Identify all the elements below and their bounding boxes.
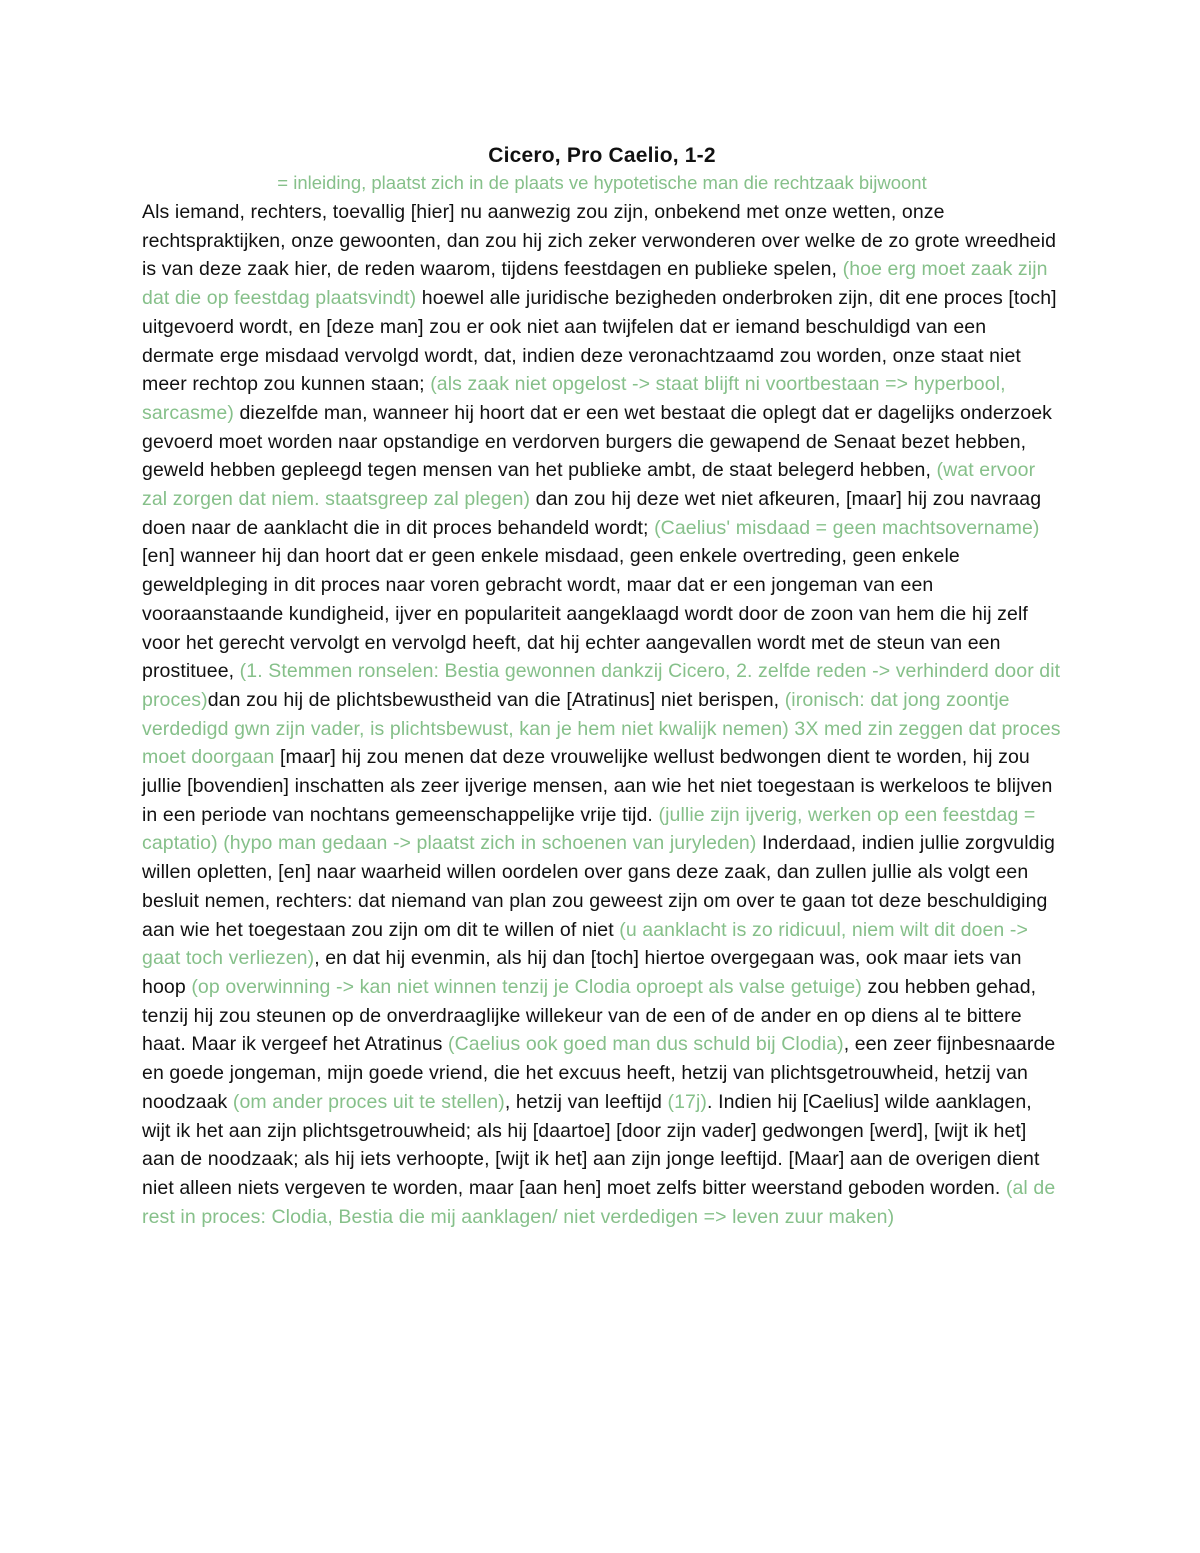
annotation-note: (ironisch: dat jong zoontje verdedigd gwn zijn vader, is plichtsbewust, kan je hem niet kwalijk nemen) 3X med zin zeggen dat proces moet doorgaan <box>142 688 1061 769</box>
translation-text: [en] wanneer hij dan hoort dat er geen enkele misdaad, geen enkele overtreding, geen enkele geweldpleging in dit proces naar voren gebracht wordt, maar dat er een jongeman van een vooraanstaande kundigheid, ijver en populariteit aangeklaagd wordt door de zoon van hem die hij zelf voor het gerecht vervolgt en vervolgd heeft, dat hij echter aangevallen wordt met de steun van een prostituee, <box>142 545 1028 683</box>
annotation-note: (wat ervoor zal zorgen dat niem. staatsgreep zal plegen) <box>142 459 1036 511</box>
translation-text: . Indien hij [Caelius] wilde aanklagen, wijt ik het aan zijn plichtsgetrouwheid; als hij [daartoe] [door zijn vader] gedwongen [werd], [wijt ik het] aan de noodzaak; als hij iets verhoopte, [wijt ik het] aan zijn jonge leeftijd. [Maar] aan de overigen dient niet alleen niets vergeven te worden, maar [aan hen] moet zelfs bitter weerstand geboden worden. <box>142 1090 1040 1199</box>
annotation-note: (hoe erg moet zaak zijn dat die op feestdag plaatsvindt) <box>142 258 1048 310</box>
annotation-note: (als zaak niet opgelost -> staat blijft ni voortbestaan => hyperbool, sarcasme) <box>142 373 1006 424</box>
annotation-note: (om ander proces uit te stellen) <box>232 1090 505 1113</box>
annotation-note: (Caelius ook goed man dus schuld bij Clodia) <box>448 1033 844 1056</box>
document-subtitle-note: = inleiding, plaatst zich in de plaats ve hypotetische man die rechtzaak bijwoont <box>277 172 927 193</box>
annotation-note: (u aanklacht is zo ridicuul, niem wilt dit doen -> gaat toch verliezen) <box>142 918 1028 970</box>
translation-text: , en dat hij evenmin, als hij dan [toch] hiertoe overgegaan was, ook maar iets van hoop <box>142 947 1022 998</box>
translation-text: , hetzij van leeftijd <box>504 1090 668 1113</box>
annotation-note: (1. Stemmen ronselen: Bestia gewonnen dankzij Cicero, 2. zelfde reden -> verhinderd door dit proces) <box>142 660 1061 711</box>
document-page <box>142 142 1062 1231</box>
translation-text: diezelfde man, wanneer hij hoort dat er een wet bestaat die oplegt dat er dagelijks onderzoek gevoerd moet worden naar opstandige en verdorven burgers die gewapend de Senaat bezet hebben, geweld hebben gepleegd tegen mensen van het publieke ambt, de staat belegerd hebben, <box>142 401 1052 482</box>
translation-text: hoewel alle juridische bezigheden onderbroken zijn, dit ene proces [toch] uitgevoerd wordt, en [deze man] zou er ook niet aan twijfelen dat er iemand beschuldigd van een dermate erge misdaad vervolgd wordt, dat, indien deze veronachtzaamd zou worden, onze staat niet meer rechtop zou kunnen staan; <box>142 287 1057 396</box>
translation-text: Inderdaad, indien jullie zorgvuldig willen opletten, [en] naar waarheid willen oordelen over gans deze zaak, dan zullen jullie als volgt een besluit nemen, rechters: dat niemand van plan zou geweest zijn om over te gaan tot deze beschuldiging aan wie het toegestaan zou zijn om dit te willen of niet <box>142 832 1055 941</box>
translation-text: zou hebben gehad, tenzij hij zou steunen op de onverdraaglijke willekeur van de een of de ander en op diens al te bittere haat. Maar ik vergeef het Atratinus <box>142 975 1037 1056</box>
document-body <box>142 198 1062 1231</box>
translation-text: dan zou hij de plichtsbewustheid van die [Atratinus] niet berispen, <box>207 688 785 711</box>
translation-text: , een zeer fijnbesnaarde en goede jongeman, mijn goede vriend, die het excuus heeft, hetzij van plichtsgetrouwheid, hetzij van noodzaak <box>142 1033 1056 1113</box>
annotation-note: (al de rest in proces: Clodia, Bestia die mij aanklagen/ niet verdedigen => leven zuur maken) <box>142 1176 1056 1228</box>
translation-text: [maar] hij zou menen dat deze vrouwelijke wellust bedwongen dient te worden, hij zou jullie [bovendien] inschatten als zeer ijverige mensen, aan wie het niet toegestaan is werkeloos te blijven in een periode van nochtans gemeenschappelijke vrije tijd. <box>142 746 1053 826</box>
translation-text: dan zou hij deze wet niet afkeuren, [maar] hij zou navraag doen naar de aanklacht die in dit proces behandeld wordt; <box>142 488 1042 539</box>
document-title: Cicero, Pro Caelio, 1-2 <box>488 144 716 167</box>
annotation-note: (jullie zijn ijverig, werken op een feestdag = captatio) (hypo man gedaan -> plaatst zich in schoenen van juryleden) <box>142 803 1036 855</box>
translation-text: Als iemand, rechters, toevallig [hier] nu aanwezig zou zijn, onbekend met onze wetten, onze rechtspraktijken, onze gewoonten, dan zou hij zich zeker verwonderen over welke de zo grote wreedheid is van deze zaak hier, de reden waarom, tijdens feestdagen en publieke spelen, <box>142 201 1057 281</box>
annotation-note: (17j) <box>667 1090 708 1113</box>
annotation-note: (Caelius' misdaad = geen machtsovername) <box>654 516 1040 539</box>
annotation-note: (op overwinning -> kan niet winnen tenzij je Clodia oproept als valse getuige) <box>191 975 862 998</box>
